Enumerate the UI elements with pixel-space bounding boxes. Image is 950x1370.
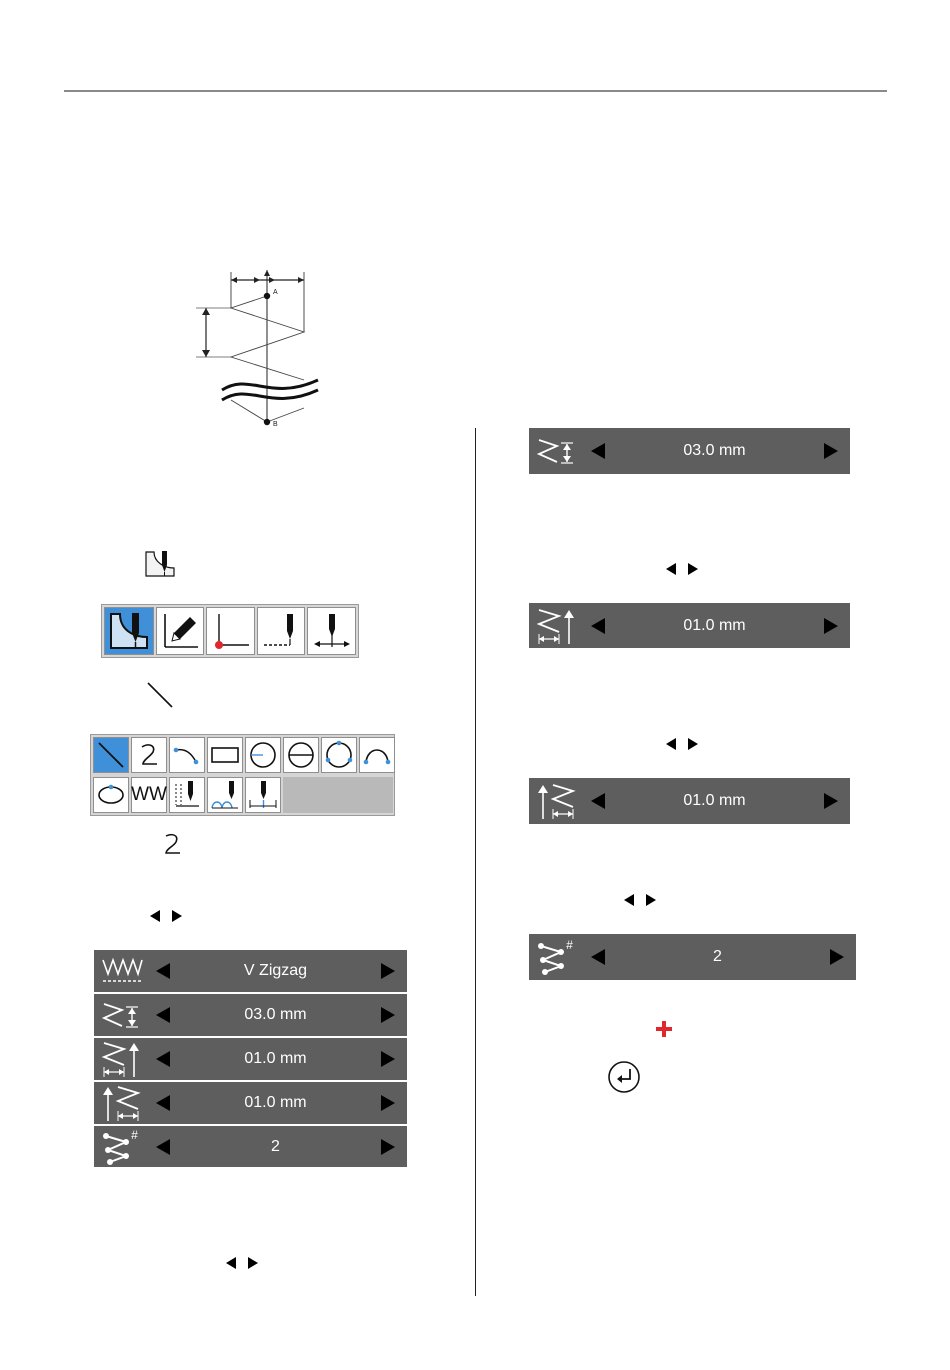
right-zigzag-width-start-bar bbox=[529, 603, 850, 648]
circle-three-point-icon bbox=[324, 740, 354, 770]
arrow-pair-2 bbox=[226, 1257, 258, 1269]
repeat-count-row bbox=[94, 1126, 407, 1167]
zigzag-width-start-icon bbox=[529, 603, 585, 648]
needle-cross-icon bbox=[248, 780, 278, 810]
right-arrow-icon bbox=[646, 894, 656, 906]
shape-circle-diameter-button[interactable] bbox=[283, 737, 319, 773]
repeat-hash-mark: # bbox=[131, 1127, 138, 1142]
point-a-label: A bbox=[273, 289, 278, 296]
shape-zigzag-button[interactable] bbox=[131, 737, 167, 773]
left-arrow-icon bbox=[226, 1257, 236, 1269]
zigzag-width-start-next-button[interactable] bbox=[381, 1051, 395, 1067]
left-arrow-icon bbox=[666, 738, 676, 750]
palette-empty-area bbox=[283, 777, 393, 813]
repeat-count-value: 2 bbox=[271, 1137, 280, 1155]
zigzag-tool-icon bbox=[160, 832, 186, 858]
needle-baseline-icon bbox=[261, 611, 301, 651]
shape-needle-scallop-button[interactable] bbox=[207, 777, 243, 813]
point-b-label: B bbox=[273, 421, 278, 428]
right-width-start-next-button[interactable] bbox=[824, 618, 838, 634]
left-arrow-icon bbox=[624, 894, 634, 906]
stitch-type-value: V Zigzag bbox=[243, 962, 308, 979]
zigzag-width-start-row bbox=[94, 1038, 407, 1080]
shape-arch-button[interactable] bbox=[359, 737, 395, 773]
needle-baseline-tool-button[interactable] bbox=[257, 607, 306, 655]
zigzag-width-start-icon bbox=[94, 1038, 150, 1080]
right-arrow-icon bbox=[688, 738, 698, 750]
pencil-draw-tool-button[interactable] bbox=[156, 607, 205, 655]
circle-radius-icon bbox=[248, 740, 278, 770]
zigzag-height-icon bbox=[529, 428, 585, 474]
arrow-pair-3 bbox=[666, 563, 698, 575]
right-repeat-prev-button[interactable] bbox=[591, 949, 605, 965]
shape-arc-curve-button[interactable] bbox=[169, 737, 205, 773]
plus-icon bbox=[655, 1020, 673, 1038]
zigzag-height-icon bbox=[94, 994, 150, 1036]
repeat-count-next-button[interactable] bbox=[381, 1139, 395, 1155]
right-repeat-count-bar bbox=[529, 934, 856, 980]
shape-needle-cross-button[interactable] bbox=[245, 777, 281, 813]
zigzag-width-end-next-button[interactable] bbox=[381, 1095, 395, 1111]
curve-icon bbox=[172, 740, 202, 770]
zigzag-height-row bbox=[94, 994, 407, 1036]
circle-diameter-icon bbox=[286, 740, 316, 770]
right-arrow-icon bbox=[248, 1257, 258, 1269]
right-zigzag-width-end-bar bbox=[529, 778, 850, 824]
ww-pattern-label: WW bbox=[131, 784, 167, 805]
repeat-count-icon bbox=[529, 934, 585, 980]
shape-ellipse-button[interactable] bbox=[93, 777, 129, 813]
right-width-end-value: 01.0 mm bbox=[683, 792, 746, 809]
zigzag-height-prev-button[interactable] bbox=[156, 1007, 170, 1023]
right-width-end-prev-button[interactable] bbox=[591, 793, 605, 809]
pencil-icon bbox=[160, 611, 200, 651]
tool-strip bbox=[101, 604, 359, 658]
origin-point-tool-button[interactable] bbox=[206, 607, 255, 655]
edge-sewing-tool-button[interactable] bbox=[104, 607, 154, 655]
zigzag-width-end-icon bbox=[529, 778, 585, 824]
rectangle-icon bbox=[210, 740, 240, 770]
column-divider bbox=[475, 428, 476, 1296]
zigzag-width-end-value: 01.0 mm bbox=[244, 1094, 307, 1111]
zigzag-diagram bbox=[190, 262, 330, 432]
zigzag-width-start-prev-button[interactable] bbox=[156, 1051, 170, 1067]
right-arrow-icon bbox=[172, 910, 182, 922]
edge-sewing-icon bbox=[108, 611, 150, 651]
shape-palette bbox=[90, 734, 395, 816]
edge-sewing-icon bbox=[144, 550, 176, 578]
arrow-pair-1 bbox=[150, 910, 182, 922]
shape-ww-button[interactable] bbox=[131, 777, 167, 813]
right-width-start-prev-button[interactable] bbox=[591, 618, 605, 634]
stitch-type-prev-button[interactable] bbox=[156, 963, 170, 979]
stitch-type-icon bbox=[94, 950, 150, 992]
zigzag-height-next-button[interactable] bbox=[381, 1007, 395, 1023]
shape-circle-line-button[interactable] bbox=[245, 737, 281, 773]
needle-dotted-icon bbox=[172, 780, 202, 810]
enter-icon bbox=[607, 1060, 641, 1094]
zigzag-width-end-prev-button[interactable] bbox=[156, 1095, 170, 1111]
shape-circle-points-button[interactable] bbox=[321, 737, 357, 773]
right-repeat-value: 2 bbox=[713, 948, 722, 965]
origin-point-icon bbox=[211, 611, 251, 651]
right-height-prev-button[interactable] bbox=[591, 443, 605, 459]
line-icon bbox=[96, 740, 126, 770]
repeat-count-icon bbox=[94, 1126, 150, 1167]
shape-line-button[interactable] bbox=[93, 737, 129, 773]
zigzag-settings-panel bbox=[94, 950, 407, 1167]
shape-rectangle-button[interactable] bbox=[207, 737, 243, 773]
zigzag-width-end-row bbox=[94, 1082, 407, 1124]
shape-needle-dotted-button[interactable] bbox=[169, 777, 205, 813]
right-height-next-button[interactable] bbox=[824, 443, 838, 459]
needle-offset-icon bbox=[312, 611, 352, 651]
left-arrow-icon bbox=[666, 563, 676, 575]
arrow-pair-5 bbox=[624, 894, 656, 906]
line-tool-icon bbox=[145, 680, 175, 710]
stitch-type-next-button[interactable] bbox=[381, 963, 395, 979]
right-height-value: 03.0 mm bbox=[683, 442, 746, 459]
ellipse-icon bbox=[96, 780, 126, 810]
zigzag-width-end-icon bbox=[94, 1082, 150, 1124]
right-zigzag-height-bar bbox=[529, 428, 850, 474]
arch-icon bbox=[362, 740, 392, 770]
zigzag-width-start-value: 01.0 mm bbox=[244, 1050, 307, 1067]
left-arrow-icon bbox=[150, 910, 160, 922]
needle-offset-tool-button[interactable] bbox=[307, 607, 356, 655]
zigzag-s-icon bbox=[134, 740, 164, 770]
needle-scallop-icon bbox=[210, 780, 240, 810]
right-width-end-next-button[interactable] bbox=[824, 793, 838, 809]
right-arrow-icon bbox=[688, 563, 698, 575]
right-repeat-next-button[interactable] bbox=[830, 949, 844, 965]
stitch-type-row bbox=[94, 950, 407, 992]
right-width-start-value: 01.0 mm bbox=[683, 616, 746, 634]
zigzag-height-value: 03.0 mm bbox=[244, 1006, 307, 1023]
arrow-pair-4 bbox=[666, 738, 698, 750]
repeat-count-prev-button[interactable] bbox=[156, 1139, 170, 1155]
header-rule bbox=[64, 90, 887, 92]
repeat-hash-mark: # bbox=[566, 938, 573, 952]
